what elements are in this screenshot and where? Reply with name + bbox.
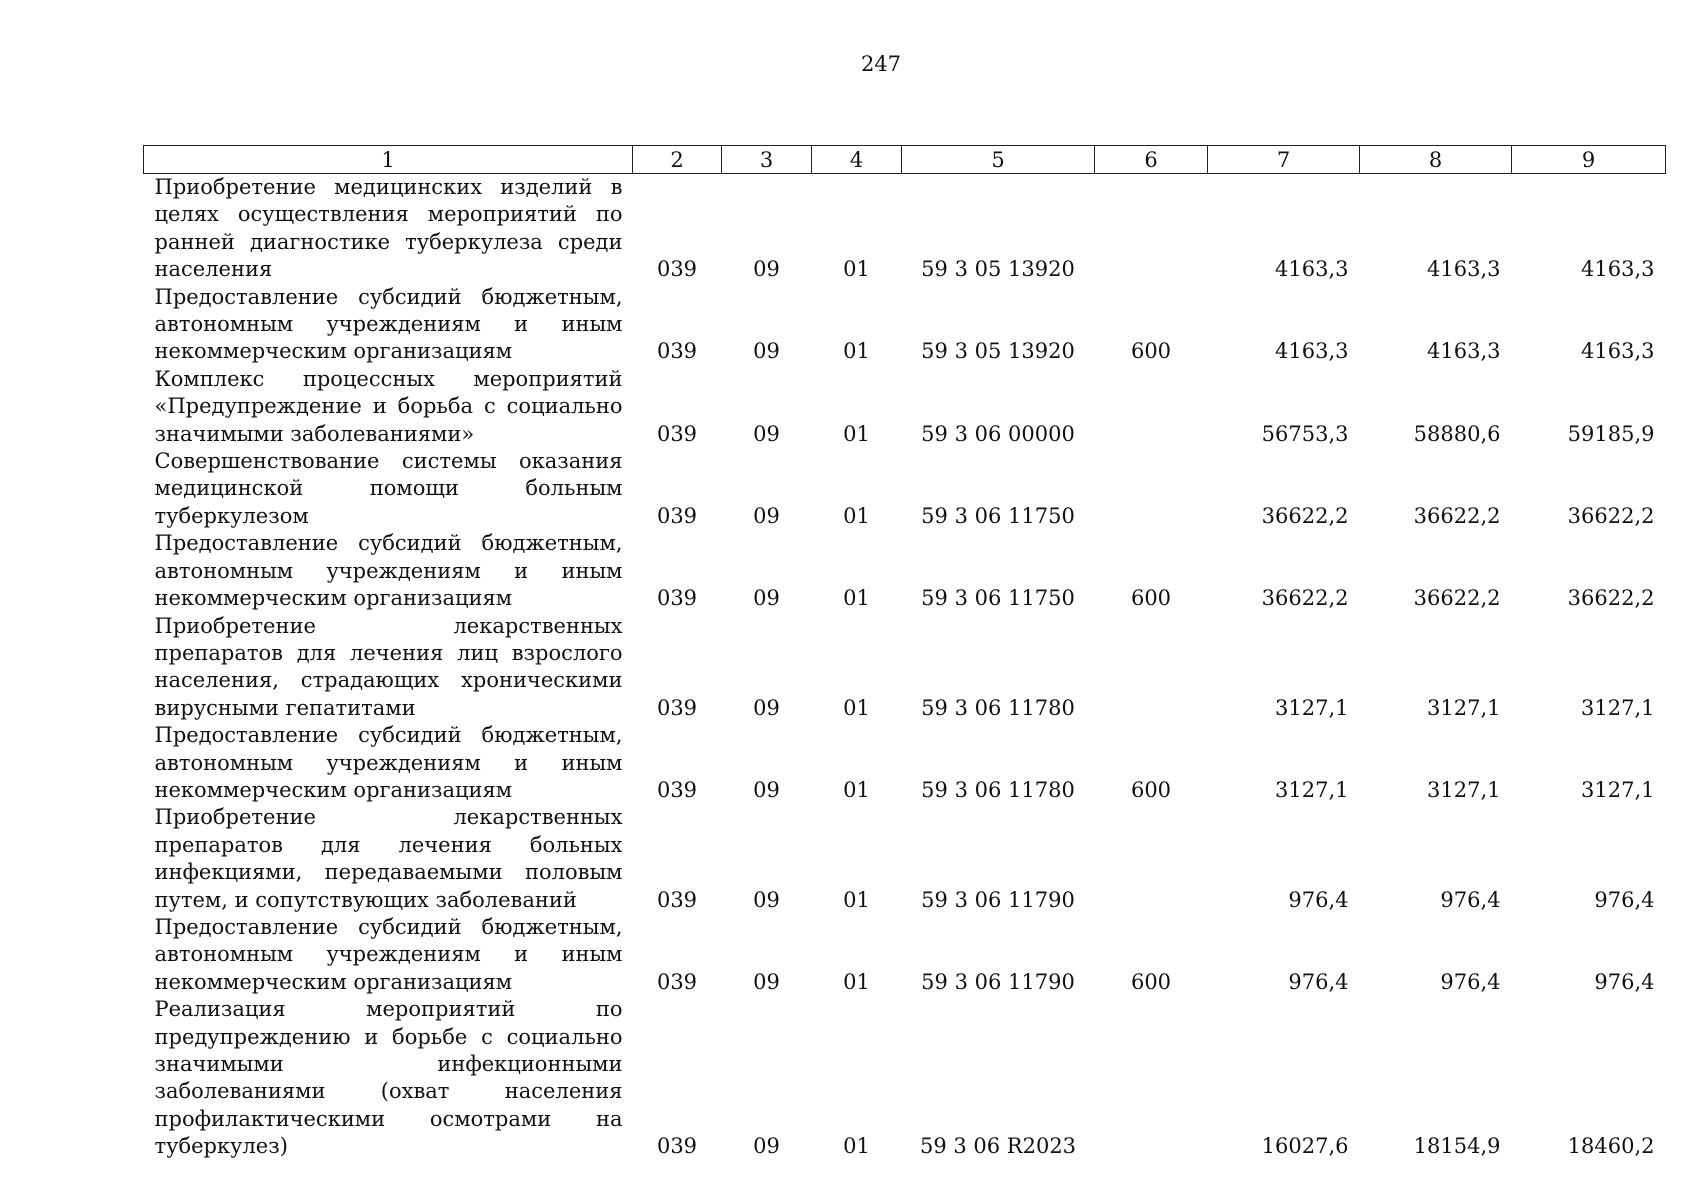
code-cell: 59 3 06 11750 [921,503,1075,528]
header-cell: 5 [902,146,1095,174]
code-cell [1095,996,1208,1160]
amount-cell: 976,4 [1440,969,1501,994]
amount-cell: 976,4 [1440,887,1501,912]
row-description: Предоставление субсидий бюджетным, автономным учреждениям и иным некоммерческим организациям [154,284,623,364]
table-row [144,366,1666,448]
amount-cell: 976,4 [1594,969,1655,994]
table-row [144,804,1666,914]
header-cell: 6 [1095,146,1208,174]
amount-cell: 4163,3 [1275,257,1349,282]
code-cell: 59 3 05 13920 [921,339,1075,364]
header-row [144,146,1666,174]
code-cell: 09 [753,421,780,446]
code-cell: 09 [753,887,780,912]
code-cell: 09 [753,586,780,611]
amount-cell: 4163,3 [1581,339,1655,364]
code-cell: 59 3 06 11780 [921,695,1075,720]
code-cell [1095,174,1208,284]
table-row [144,722,1666,804]
amount-cell: 976,4 [1288,887,1349,912]
code-cell: 59 3 06 11790 [921,969,1075,994]
code-cell: 039 [656,695,698,720]
amount-cell: 3127,1 [1581,695,1655,720]
amount-cell: 976,4 [1288,969,1349,994]
row-description: Приобретение лекарственных препаратов для лечения больных инфекциями, передаваемыми половым путем, и сопутствующих заболеваний [154,805,623,912]
code-cell: 039 [656,1134,698,1159]
amount-cell: 3127,1 [1581,777,1655,802]
code-cell: 59 3 06 11790 [921,887,1075,912]
code-cell: 59 3 06 11750 [921,586,1075,611]
amount-cell: 36622,2 [1567,586,1655,611]
budget-table [143,145,1666,1161]
amount-cell: 36622,2 [1261,586,1349,611]
amount-cell: 58880,6 [1413,421,1501,446]
row-description: Комплекс процессных мероприятий «Предупреждение и борьба с социально значимыми заболеваниями» [154,366,623,446]
header-cell: 1 [144,146,633,174]
code-cell: 09 [753,969,780,994]
code-cell: 09 [753,257,780,282]
code-cell: 600 [1130,586,1172,611]
code-cell [1095,804,1208,914]
table-row [144,284,1666,366]
header-cell: 2 [633,146,722,174]
code-cell: 59 3 06 11780 [921,777,1075,802]
code-cell: 59 3 05 13920 [921,257,1075,282]
amount-cell: 18154,9 [1413,1134,1501,1159]
code-cell: 039 [656,777,698,802]
amount-cell: 3127,1 [1427,777,1501,802]
amount-cell: 56753,3 [1261,421,1349,446]
row-description: Приобретение лекарственных препаратов для лечения лиц взрослого населения, страдающих хроническими вирусными гепатитами [154,613,623,720]
code-cell: 039 [656,887,698,912]
row-description: Предоставление субсидий бюджетным, автономным учреждениям и иным некоммерческим организациям [154,914,623,994]
code-cell: 09 [753,339,780,364]
code-cell [1095,613,1208,723]
amount-cell: 4163,3 [1275,339,1349,364]
code-cell [1095,448,1208,530]
code-cell: 039 [656,257,698,282]
table-row [144,914,1666,996]
code-cell: 01 [843,257,870,282]
code-cell [1095,366,1208,448]
code-cell: 59 3 06 R2023 [919,1134,1077,1159]
code-cell: 600 [1130,339,1172,364]
code-cell: 09 [753,777,780,802]
header-cell: 9 [1512,146,1666,174]
code-cell: 039 [656,586,698,611]
table-row [144,448,1666,530]
table-row [144,530,1666,612]
amount-cell: 3127,1 [1427,695,1501,720]
table-row [144,174,1666,284]
amount-cell: 18460,2 [1567,1134,1655,1159]
page-number: 247 [860,52,902,76]
code-cell: 01 [843,421,870,446]
code-cell: 039 [656,969,698,994]
amount-cell: 36622,2 [1413,503,1501,528]
header-cell: 3 [722,146,812,174]
code-cell: 59 3 06 00000 [921,421,1075,446]
amount-cell: 4163,3 [1427,339,1501,364]
code-cell: 01 [843,503,870,528]
row-description: Реализация мероприятий по предупреждению и борьбе с социально значимыми инфекционными заболеваниями (охват населения профилактическими осмотрами на туберкулез) [154,997,623,1159]
code-cell: 01 [843,586,870,611]
code-cell: 600 [1130,777,1172,802]
code-cell: 039 [656,339,698,364]
row-description: Приобретение медицинских изделий в целях осуществления мероприятий по ранней диагностике туберкулеза среди населения [154,175,623,282]
amount-cell: 4163,3 [1581,257,1655,282]
code-cell: 09 [753,503,780,528]
code-cell: 01 [843,339,870,364]
amount-cell: 3127,1 [1275,777,1349,802]
code-cell: 01 [843,1134,870,1159]
code-cell: 01 [843,969,870,994]
header-cell: 4 [812,146,902,174]
row-description: Предоставление субсидий бюджетным, автономным учреждениям и иным некоммерческим организациям [154,531,623,611]
header-cell: 8 [1360,146,1512,174]
code-cell: 039 [656,421,698,446]
row-description: Совершенствование системы оказания медицинской помощи больным туберкулезом [154,449,623,528]
amount-cell: 36622,2 [1567,503,1655,528]
code-cell: 09 [753,695,780,720]
table-row [144,613,1666,723]
code-cell: 01 [843,777,870,802]
amount-cell: 976,4 [1594,887,1655,912]
amount-cell: 59185,9 [1567,421,1655,446]
header-cell: 7 [1208,146,1360,174]
table-row [144,996,1666,1160]
code-cell: 039 [656,503,698,528]
code-cell: 01 [843,887,870,912]
code-cell: 01 [843,695,870,720]
amount-cell: 4163,3 [1427,257,1501,282]
amount-cell: 16027,6 [1261,1134,1349,1159]
row-description: Предоставление субсидий бюджетным, автономным учреждениям и иным некоммерческим организациям [154,723,623,802]
amount-cell: 36622,2 [1261,503,1349,528]
code-cell: 600 [1130,969,1172,994]
amount-cell: 36622,2 [1413,586,1501,611]
amount-cell: 3127,1 [1275,695,1349,720]
code-cell: 09 [753,1134,780,1159]
